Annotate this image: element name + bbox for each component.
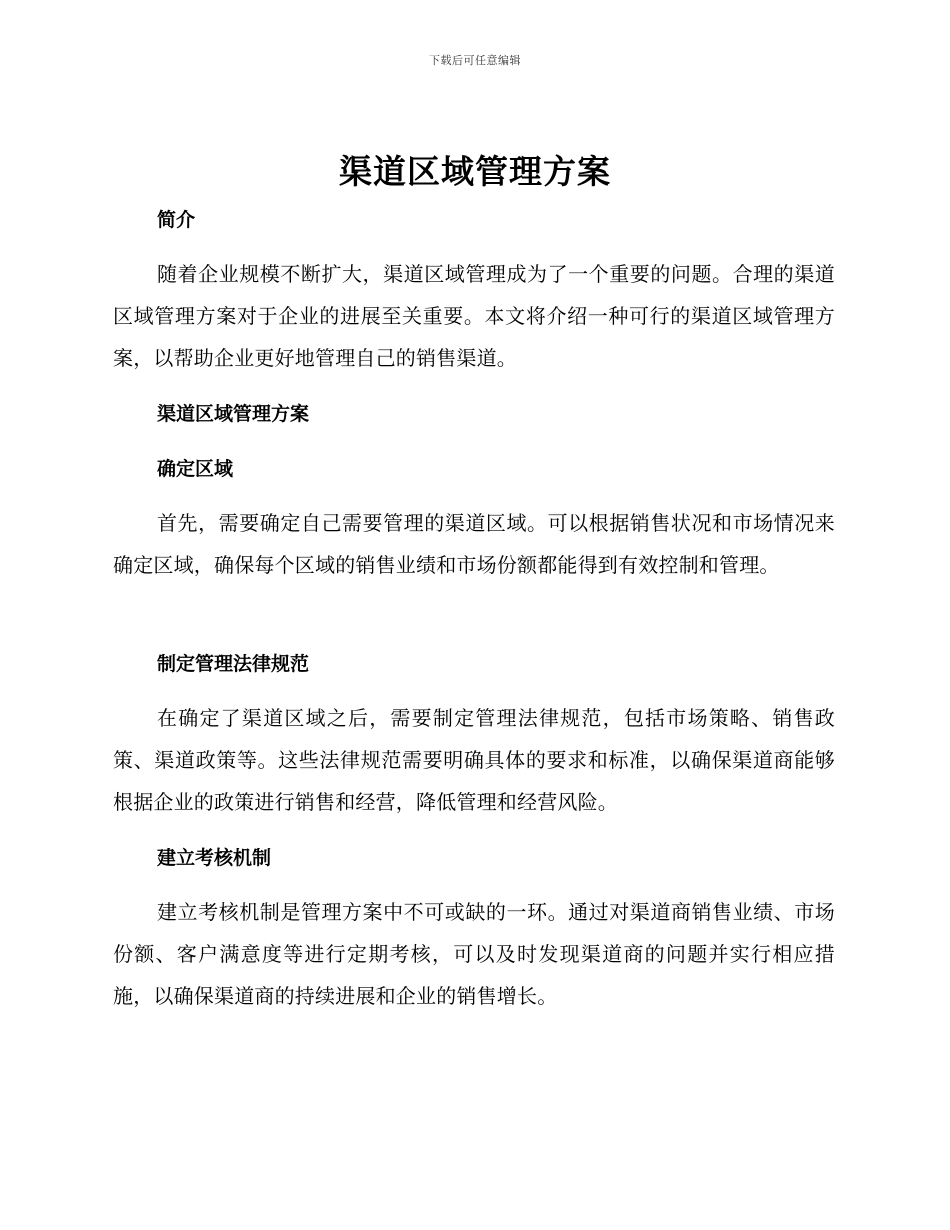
section-paragraph-assessment: 建立考核机制是管理方案中不可或缺的一环。通过对渠道商销售业绩、市场份额、客户满意度等进行定期考核，可以及时发现渠道商的问题并实行相应措施，以确保渠道商的持续进展和企业的销售增长。 (113, 900, 835, 1008)
document-title: 渠道区域管理方案 (339, 152, 611, 191)
section-heading-intro: 简介 (157, 209, 196, 231)
section-heading-assessment: 建立考核机制 (157, 847, 272, 869)
page-header: 下载后可任意编辑 (429, 54, 521, 67)
section-paragraph-define-region: 首先，需要确定自己需要管理的渠道区域。可以根据销售状况和市场情况来确定区域，确保每个区域的销售业绩和市场份额都能得到有效控制和管理。 (113, 511, 835, 577)
section-paragraph-regulations: 在确定了渠道区域之后，需要制定管理法律规范，包括市场策略、销售政策、渠道政策等。这些法律规范需要明确具体的要求和标准，以确保渠道商能够根据企业的政策进行销售和经营，降低管理和经营风险。 (113, 706, 835, 814)
section-heading-plan: 渠道区域管理方案 (157, 403, 310, 425)
section-paragraph-intro: 随着企业规模不断扩大，渠道区域管理成为了一个重要的问题。合理的渠道区域管理方案对于企业的进展至关重要。本文将介绍一种可行的渠道区域管理方案，以帮助企业更好地管理自己的销售渠道。 (113, 262, 835, 370)
section-heading-regulations: 制定管理法律规范 (157, 653, 310, 675)
section-heading-define-region: 确定区域 (157, 458, 234, 480)
